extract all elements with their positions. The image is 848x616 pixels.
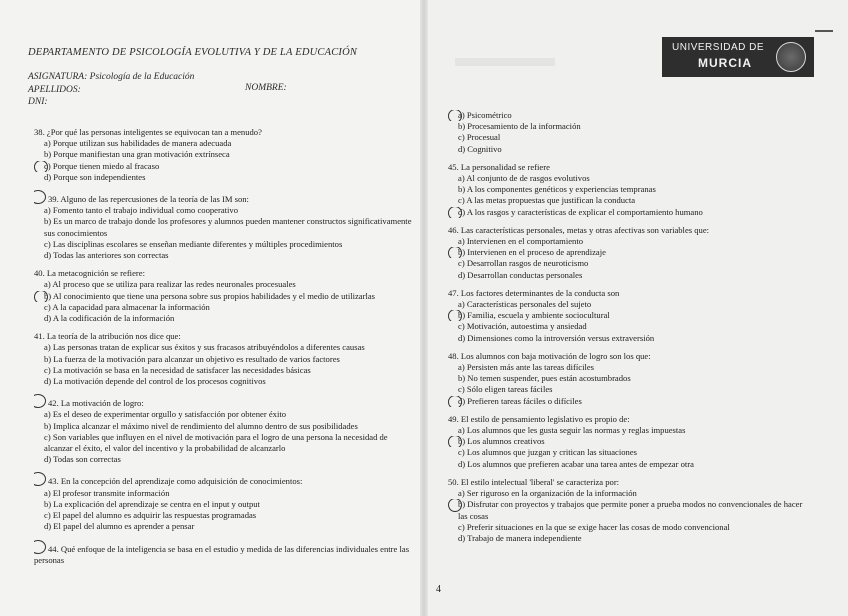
answer-option (34, 239, 418, 250)
answer-option (34, 376, 418, 387)
handwritten-circle-mark (448, 110, 462, 121)
question-stem-text: 48. Los alumnos con baja motivación de logro son los que: (448, 350, 651, 361)
answer-option (34, 216, 418, 238)
answer-option (448, 310, 808, 321)
question-stem (34, 268, 418, 279)
question-stem (34, 472, 418, 487)
answer-option (34, 161, 418, 172)
question-block (448, 288, 808, 344)
answer-option (448, 144, 808, 155)
question-stem-text: 39. Alguno de las repercusiones de la teoría de las IM son: (48, 194, 249, 205)
answer-option (34, 521, 418, 532)
faint-header-residue (455, 58, 555, 66)
answer-option (34, 432, 418, 454)
answer-option (34, 365, 418, 376)
dni-label: DNI: (28, 97, 48, 107)
question-stem (448, 288, 808, 299)
question-stem-text: 47. Los factores determinantes de la conducta son (448, 287, 620, 298)
handwritten-circle-mark (34, 161, 48, 172)
answer-option-text: a) Persisten más ante las tareas difíciles (458, 362, 595, 373)
answer-option-text: c) Motivación, autoestima y ansiedad (458, 321, 587, 332)
answer-option-text: b) Los alumnos creativos (458, 436, 545, 447)
answer-option-text: b) La fuerza de la motivación para alcanzar un objetivo es resultado de varios factores (44, 353, 340, 364)
answer-option-text: b) Es un marco de trabajo donde los profesores y alumnos pueden mantener constructos significativamente sus conocimientos (44, 216, 412, 238)
answer-option (34, 421, 418, 432)
answer-option (34, 138, 418, 149)
answer-option-text: d) Todas las anteriores son correctas (44, 250, 169, 261)
answer-option (448, 522, 808, 533)
answer-option-text: d) Dimensiones como la introversión versus extraversión (458, 332, 655, 343)
answer-option-text: d) A la codificación de la información (44, 313, 175, 324)
answer-option (34, 313, 418, 324)
logo-line-2: MURCIA (698, 56, 752, 70)
answer-option-text: d) La motivación depende del control de los procesos cognitivos (44, 376, 266, 387)
handwritten-circle-mark (34, 472, 46, 486)
answer-option (448, 425, 808, 436)
answer-option-text: d) Todas son correctas (44, 454, 121, 465)
answer-option (34, 488, 418, 499)
answer-option (34, 205, 418, 216)
question-stem-text: 43. En la concepción del aprendizaje como adquisición de conocimientos: (48, 476, 303, 487)
answer-option-text: d) Prefieren tareas fáciles o difíciles (458, 395, 582, 406)
question-stem-text: 44. Qué enfoque de la inteligencia se basa en el estudio y medida de las diferencias individuales entre las personas (34, 543, 410, 565)
question-stem-text: 42. La motivación de logro: (48, 398, 144, 409)
surnames-label: APELLIDOS: (28, 84, 81, 95)
answer-option-text: b) A los componentes genéticos y experiencias tempranas (458, 184, 656, 195)
question-block (34, 540, 418, 566)
question-stem (34, 331, 418, 342)
handwritten-circle-mark (34, 190, 46, 204)
question-stem (34, 190, 418, 205)
question-stem (448, 414, 808, 425)
answer-option (448, 207, 808, 218)
answer-option (448, 373, 808, 384)
answer-option (448, 299, 808, 310)
question-block (34, 331, 418, 387)
answer-option-text: c) Son variables que influyen en el nivel de motivación para el logro de una persona la necesidad de alcanzar el éxito, el valor del incentivo y la probabilidad de alcanzarlo (44, 431, 388, 454)
answer-option-text: a) Fomento tanto el trabajo individual como cooperativo (44, 205, 239, 216)
answer-option (448, 533, 808, 544)
answer-option (448, 247, 808, 258)
subject-line: ASIGNATURA: Psicología de la Educación (28, 72, 195, 82)
handwritten-circle-mark (448, 396, 462, 407)
question-block (34, 190, 418, 261)
page-number: 4 (436, 584, 441, 595)
answer-option-text: c) Porque tienen miedo al fracaso (44, 160, 160, 171)
question-block (34, 127, 418, 183)
answer-option (448, 436, 808, 447)
answer-option-text: a) Porque utilizan sus habilidades de manera adecuada (44, 138, 232, 149)
question-stem-text: 40. La metacognición se refiere: (34, 268, 145, 279)
question-block (448, 162, 808, 218)
question-block (34, 394, 418, 465)
answer-option-text: d) Cognitivo (458, 143, 502, 154)
handwritten-circle-mark (34, 394, 46, 408)
answer-option (34, 354, 418, 365)
answer-option (34, 302, 418, 313)
answer-option (448, 362, 808, 373)
question-stem-text: 38. ¿Por qué las personas inteligentes se equivocan tan a menudo? (34, 127, 262, 137)
answer-option (448, 132, 808, 143)
answer-option (448, 488, 808, 499)
answer-option (448, 459, 808, 470)
question-block (448, 351, 808, 407)
answer-option-text: b) Porque manifiestan una gran motivación extrínseca (44, 149, 230, 160)
answer-option-text: c) Sólo eligen tareas fáciles (458, 384, 553, 395)
answer-option-text: a) Características personales del sujeto (458, 299, 592, 310)
answer-option-text: b) Disfrutar con proyectos y trabajos que permite poner a prueba modos no convencionales de hacer las cosas (458, 499, 803, 521)
corner-mark (815, 30, 833, 32)
answer-option (448, 184, 808, 195)
answer-option-text: c) A la capacidad para almacenar la información (44, 301, 210, 312)
question-stem-text: 46. Las características personales, metas y otras afectivas son variables que: (448, 224, 710, 235)
answer-option (448, 396, 808, 407)
answer-option (448, 110, 808, 121)
answer-option-text: a) Psicométrico (458, 110, 512, 120)
answer-option-text: b) La explicación del aprendizaje se centra en el input y output (44, 498, 260, 509)
answer-option (448, 447, 808, 458)
answer-option-text: c) Las disciplinas escolares se enseñan mediante diferentes y múltiples procedimientos (44, 238, 343, 249)
handwritten-circle-mark (448, 207, 462, 218)
answer-option-text: c) A las metas propuestas que justifican la conducta (458, 195, 636, 206)
question-stem-text: 49. El estilo de pensamiento legislativo es propio de: (448, 413, 630, 424)
handwritten-circle-mark (448, 310, 462, 321)
answer-option-text: d) El papel del alumno es aprender a pensar (44, 521, 195, 532)
question-block (34, 472, 418, 532)
answer-option-text: a) Las personas tratan de explicar sus éxitos y sus fracasos atribuyéndolos a diferentes causas (44, 342, 365, 353)
answer-option (448, 258, 808, 269)
answer-option-text: a) Es el deseo de experimentar orgullo y satisfacción por obtener éxito (44, 409, 287, 420)
answer-option-text: b) Implica alcanzar el máximo nivel de rendimiento del alumno dentro de sus posibilidades (44, 420, 358, 431)
answer-option-text: b) No temen suspender, pues están acostumbrados (458, 373, 631, 384)
answer-option-text: a) El profesor transmite información (44, 487, 170, 498)
answer-option-text: a) Los alumnos que les gusta seguir las normas y reglas impuestas (458, 425, 686, 436)
page-fold (420, 0, 428, 616)
answer-option-text: c) El papel del alumno es adquirir las respuestas programadas (44, 510, 257, 521)
answer-option-text: d) Desarrollan conductas personales (458, 269, 583, 280)
answer-option (448, 321, 808, 332)
answer-option-text: b) Procesamiento de la información (458, 121, 581, 132)
answer-option (34, 149, 418, 160)
question-block (448, 110, 808, 155)
question-stem (448, 351, 808, 362)
answer-option-text: a) Intervienen en el comportamiento (458, 236, 584, 247)
answer-option-text: c) Preferir situaciones en la que se exige hacer las cosas de modo convencional (458, 521, 730, 532)
answer-option (34, 510, 418, 521)
answer-option (34, 409, 418, 420)
handwritten-circle-mark (34, 291, 48, 302)
question-block (448, 225, 808, 281)
answer-option (34, 279, 418, 290)
left-question-column (34, 127, 418, 573)
answer-option (448, 499, 808, 521)
answer-option (448, 270, 808, 281)
answer-option (34, 172, 418, 183)
right-question-column (448, 110, 808, 551)
answer-option (34, 342, 418, 353)
answer-option-text: a) Al conjunto de de rasgos evolutivos (458, 173, 590, 184)
answer-option-text: c) Los alumnos que juzgan y critican las situaciones (458, 447, 637, 458)
answer-option-text: b) Intervienen en el proceso de aprendizaje (458, 247, 606, 258)
answer-option-text: b) Familia, escuela y ambiente sociocultural (458, 310, 610, 321)
logo-line-1: UNIVERSIDAD DE (672, 42, 765, 53)
answer-option-text: d) Trabajo de manera independiente (458, 532, 582, 543)
question-stem (34, 394, 418, 409)
handwritten-circle-mark (448, 247, 462, 258)
answer-option-text: b) Al conocimiento que tiene una persona sobre sus propios habilidades y el medio de utilizarlas (44, 290, 376, 301)
answer-option-text: c) Desarrollan rasgos de neuroticismo (458, 258, 589, 269)
answer-option-text: a) Ser riguroso en la organización de la información (458, 488, 637, 499)
answer-option-text: d) Porque son independientes (44, 171, 146, 182)
answer-option (448, 236, 808, 247)
question-stem-text: 45. La personalidad se refiere (448, 161, 550, 172)
handwritten-circle-mark (448, 436, 462, 447)
question-block (448, 477, 808, 544)
answer-option (448, 195, 808, 206)
answer-option-text: c) La motivación se basa en la necesidad de satisfacer las necesidades básicas (44, 364, 311, 375)
answer-option (448, 384, 808, 395)
answer-option (34, 454, 418, 465)
question-stem-text: 41. La teoría de la atribución nos dice que: (34, 331, 181, 342)
answer-option (34, 499, 418, 510)
answer-option-text: c) Procesual (458, 132, 501, 143)
university-seal-icon (776, 42, 806, 72)
answer-option-text: d) A los rasgos y características de explicar el comportamiento humano (458, 206, 703, 217)
question-stem (448, 477, 808, 488)
answer-option-text: a) Al proceso que se utiliza para realizar las redes neuronales procesuales (44, 279, 296, 290)
name-label: NOMBRE: (245, 83, 287, 93)
answer-option (448, 333, 808, 344)
university-logo (662, 37, 814, 77)
answer-option (448, 121, 808, 132)
question-block (34, 268, 418, 324)
question-stem (448, 225, 808, 236)
header-meta (28, 71, 194, 109)
question-stem (34, 540, 418, 566)
handwritten-circle-mark (34, 540, 46, 554)
answer-option-text: d) Los alumnos que prefieren acabar una tarea antes de empezar otra (458, 458, 694, 469)
answer-option (34, 291, 418, 302)
question-stem (34, 127, 418, 138)
answer-option (34, 250, 418, 261)
answer-option (448, 173, 808, 184)
department-title: DEPARTAMENTO DE PSICOLOGÍA EVOLUTIVA Y DE LA EDUCACIÓN (28, 47, 358, 58)
question-stem (448, 162, 808, 173)
question-block (448, 414, 808, 470)
question-stem-text: 50. El estilo intelectual 'liberal' se caracteriza por: (448, 476, 620, 487)
